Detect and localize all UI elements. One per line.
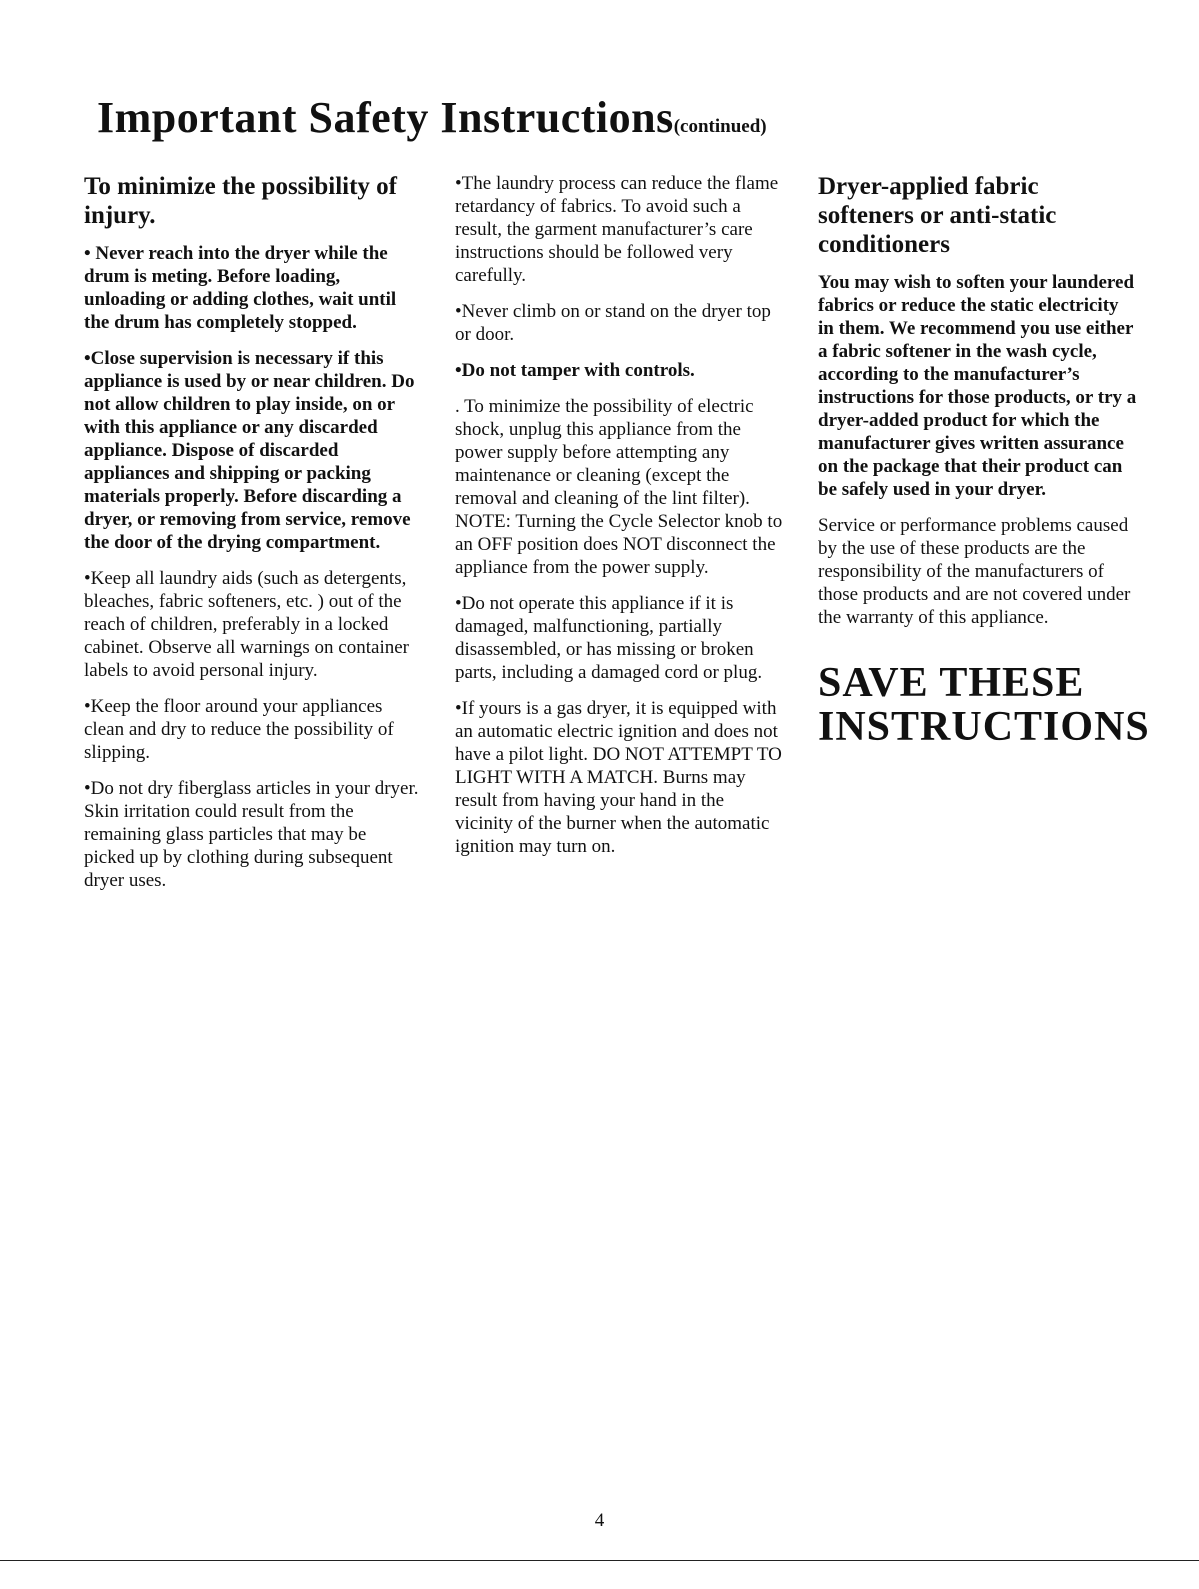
fiberglass-paragraph: •Do not dry fiberglass articles in your dryer. Skin irritation could result from the remaining glass particles that may be picked up by clothing during subsequent dryer uses.: [84, 778, 419, 891]
flame-retardancy-paragraph: •The laundry process can reduce the flame retardancy of fabrics. To avoid such a result, the garment manufacturer’s care instructions should be followed very carefully.: [455, 173, 779, 286]
column-left: [84, 172, 419, 905]
page-number: 4: [594, 1510, 605, 1531]
column-middle: [455, 172, 785, 871]
electric-shock-paragraph: . To minimize the possibility of electric shock, unplug this appliance from the power supply before attempting any maintenance or cleaning (except the removal and cleaning of the lint filter). NOTE: Turning the Cycle Selector knob to an OFF position does NOT disconnect the appliance from the power supply.: [455, 396, 783, 578]
damaged-appliance-paragraph: •Do not operate this appliance if it is damaged, malfunctioning, partially disassembled, or has missing or broken parts, including a damaged cord or plug.: [455, 593, 763, 683]
fabric-softener-heading: Dryer-applied fabric softeners or anti-static conditioners: [818, 173, 1057, 258]
injury-heading: To minimize the possibility of injury.: [84, 173, 397, 229]
column-right: [818, 172, 1150, 750]
save-instructions-heading: [818, 660, 1150, 750]
save-line-2: INSTRUCTIONS: [818, 704, 1150, 750]
drum-warning-paragraph: • Never reach into the dryer while the drum is meting. Before loading, unloading or adding clothes, wait until the drum has completely stopped.: [84, 243, 397, 333]
page-title: [97, 92, 767, 143]
tamper-paragraph: •Do not tamper with controls.: [455, 360, 695, 381]
page-title-text: Important Safety Instructions: [97, 93, 674, 142]
save-line-1: SAVE THESE: [818, 660, 1085, 706]
page-title-suffix: (continued): [673, 116, 767, 137]
service-problems-paragraph: Service or performance problems caused by the use of these products are the responsibility of the manufacturers of those products and are not covered under the warranty of this appliance.: [818, 515, 1131, 628]
climb-paragraph: •Never climb on or stand on the dryer top or door.: [455, 301, 771, 345]
laundry-aids-paragraph: •Keep all laundry aids (such as detergents, bleaches, fabric softeners, etc. ) out of the reach of children, preferably in a locked cabinet. Observe all warnings on container labels to avoid personal injury.: [84, 568, 409, 681]
children-supervision-paragraph: •Close supervision is necessary if this appliance is used by or near children. Do not allow children to play inside, on or with this appliance or any discarded appliance. Dispose of discarded appliances and shipping or packing materials properly. Before discarding a dryer, or removing from service, remove the door of the drying compartment.: [84, 348, 415, 553]
gas-dryer-paragraph: •If yours is a gas dryer, it is equipped with an automatic electric ignition and does not have a pilot light. DO NOT ATTEMPT TO LIGHT WITH A MATCH. Burns may result from having your hand in the vicinity of the burner when the automatic ignition may turn on.: [455, 698, 782, 857]
floor-paragraph: •Keep the floor around your appliances clean and dry to reduce the possibility of slipping.: [84, 696, 394, 763]
footer-rule: [0, 1560, 1199, 1561]
softener-paragraph: You may wish to soften your laundered fabrics or reduce the static electricity in them. We recommend you use either a fabric softener in the wash cycle, according to the manufacturer’s instructions for those products, or try a dryer-added product for which the manufacturer gives written assurance on the package that their product can be safely used in your dryer.: [818, 272, 1137, 500]
